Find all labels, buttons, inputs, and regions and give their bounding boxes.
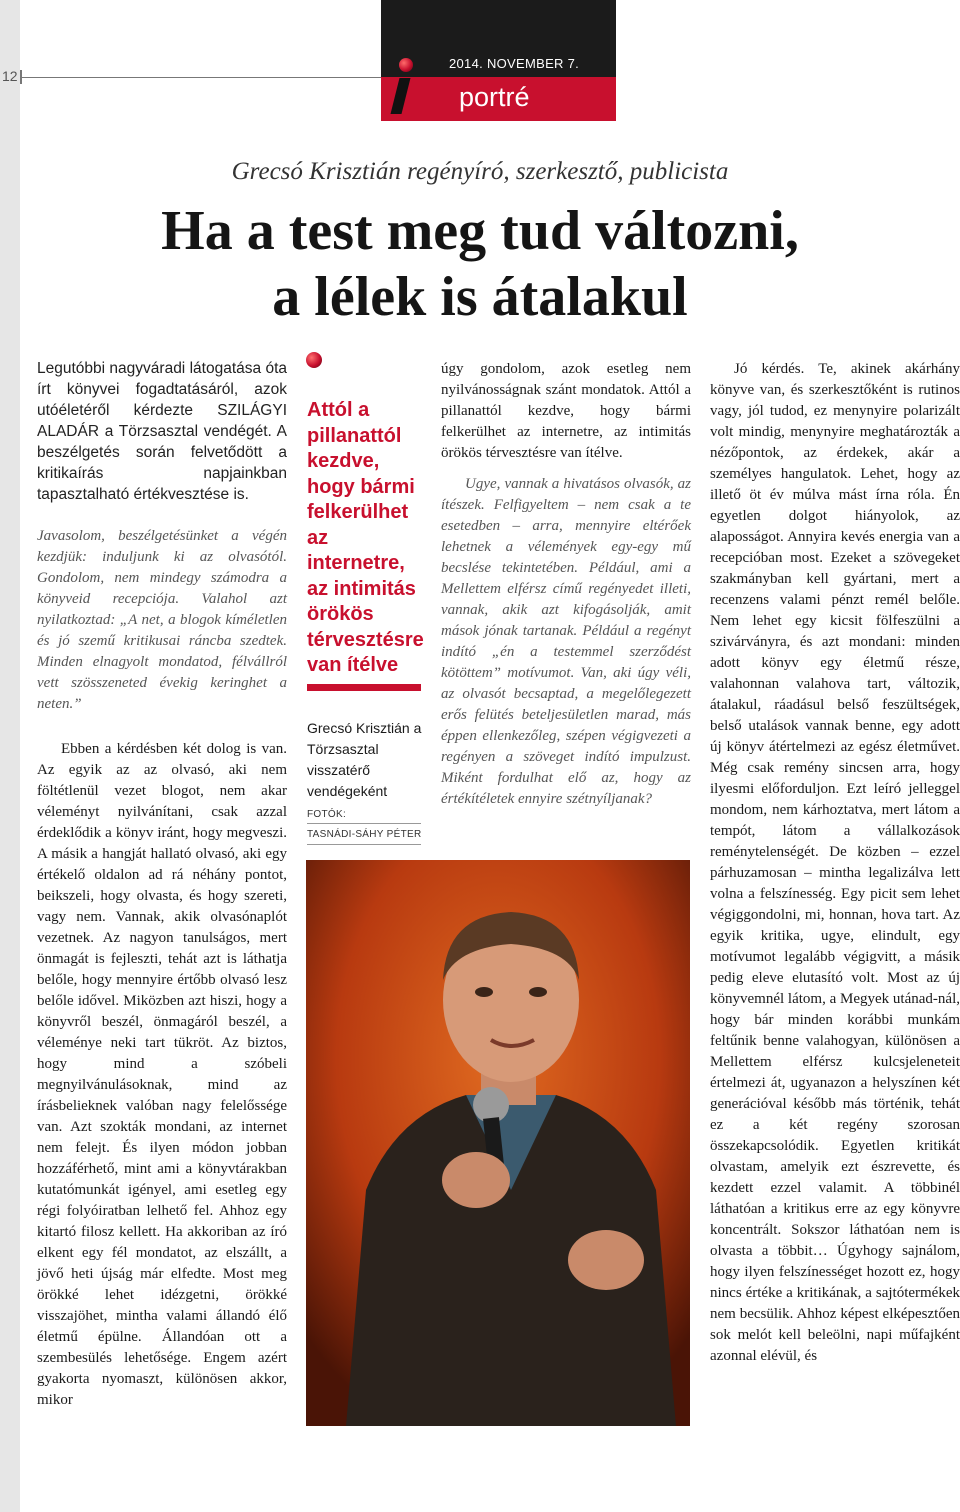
answer-paragraph: Ebben a kérdésben két dolog is van. Az egyik az az olvasó, aki nem föltétlenül vezet blogot, nem akar véleményt nyilvánítani, csak azzal érdeklődik a könyv iránt, hogy megveszi. A másik a hangját hallató olvasó, aki egy értékelő oldalon ad rá néhány pontot, beikszeli, hogy olvasta, és hogy szereti, vagy nem. Vannak, akik olvasónaplót vezetnek. Az nagyon tanulságos, mert önmagát is fejleszti, tehát azt is láthatja belőle, hogy mennyire értőbb olvasó lesz belőle idővel. Miközben azt hiszi, hogy a könyvről beszél, önmagáról beszél, a véleménye neki tart tükröt. Az biztos, hogy mind a szóbeli megnyilvánulásoknak, mind az írásbelieknek valóban nagy felelőssége van. Azt szokták mondani, az internet nem felejt. És ilyen módon jobban hozzáférhető, mint ami a könyvtárakban kutatómunkát igényel, ami esetleg egy régi folyóiratban lelhető fel. Ahhoz egy kitartó filosz kellett. Ha akkoriban az író elkent egy fél mondatot, az elszállt, a jövő heti újság már elfedte. Most meg örökké lehet idézgetni, örökké visszajöhet, mintha valami állandó élő életmű épülne. Állandóan ott a szembesülés lehetősége. Engem azért gyakorta nyomaszt, különösen akkor, mikor bbox=[37, 741, 287, 1408]
photo-caption: Grecsó Krisztián a Törzsasztal visszatérő vendégeként bbox=[307, 720, 422, 799]
section-header bbox=[381, 0, 616, 121]
credit-divider-bottom bbox=[307, 844, 421, 845]
column-3-body bbox=[441, 359, 691, 810]
photo-credit-name: TASNÁDI-SÁHY PÉTER bbox=[307, 829, 422, 840]
credit-divider-top bbox=[307, 823, 421, 824]
interview-question-1: Javasolom, beszélgetésünket a végén kezdjük: induljunk ki az olvasótól. Gondolom, nem mindegy számodra a könyveid recepciója. Valahol azt nyilatkoztad: „A net, a blogok kíméletlen és jó szemű kritikusai ráncba szedtek. Minden elnagyolt mondatod, félvállról vett szösszeneted évekig keringhet a neten.” bbox=[37, 528, 287, 712]
hand-right bbox=[568, 1230, 644, 1290]
page-number: 12 bbox=[2, 68, 18, 84]
speaker-illustration bbox=[306, 860, 690, 1426]
answer-paragraph-2: Jó kérdés. Te, akinek akárhány könyve van, és szerkesztőként is rutinos vagy, jól tudod, ez menynyire polarizált volt mindig, menynyire meghatározták a nézőpontok, az érdekek, akár a személyes hangulatok. Lehet, hogy az illető öt év múlva mást írna róla. Én egyetlen dolgot hiányolok, az alaposságot. Annyira kevés energia van a recepcióban most. Ezeket a szövegeket szakmányban kell gyártani, mert a recenzens valami pénzt remél belőle. Nem lehet egy kicsit fölfeszülni a szivárványra, és azt mondani: minden adott könyv egy életmű része, valahonnan valahova tart, változik, átalakul, ráadásul belső feszültségek, belső utalások vannak benne, egy adott új könyv átértelmezi az egész életművet. Még csak remény sincsen arra, hogy ilyesmi előforduljon. Ezt leíró jelleggel mondom, nem kárhoztatva, mert látom a tempót, látom a vállalkozások reménytelenségét. De közben – ezzel párhuzamosan – mintha legalizálva lett volna a felszínesség. Egy picit sem lehet végiggondolni, mi, honnan, hova tart. Az egyik kritika, ugye, elindult, egy motívumot legalább végigvitt, a másik pedig eleve elutasító volt. Most az új könyvemnél látom, a Megyek utánad-nál, hogy bár minden korábbi munkám feltűnik benne valahogyan, különösen a Mellettem elférsz kulcsjeleneteit értelmezi át, ugyanazon a helyszínen két generációval később más történik, tehát ez a két regény szorosan összekapcsolódik. Egyetlen kritikát olvastam, amelyik ezt észrevette, és kezdett ezzel valamit. A többinél láthatóan a kritikus erre az egy könyvre koncentrált. Sokszor láthatóan nem is olvasta a többit… Úgyhogy sajnálom, hogy ilyen felszínességet hozott ez, hogy nincs értéke a kritikának, a sajtótermékek nem becsülik. Ahhoz képest elképesztően sok melót kell beleölni, napi műfajként azonnal elévül, és bbox=[710, 361, 960, 1364]
hand-left bbox=[442, 1152, 510, 1208]
microphone-head bbox=[473, 1087, 509, 1123]
answer-continuation: úgy gondolom, azok esetleg nem nyilvánosságnak szánt mondatok. Attól a pillanattól kezdve, hogy bármi felkerülhet az internetre, az intimitás örökös térvesztésre van ítélve. bbox=[441, 361, 691, 461]
pull-quote: Attól a pillanattól kezdve, hogy bármi felkerülhet az internetre, az intimitás örökös térvesztésre van ítélve bbox=[307, 399, 424, 676]
issue-date: 2014. NOVEMBER 7. bbox=[449, 56, 580, 71]
photo-credit-label: FOTÓK: bbox=[307, 809, 347, 820]
interview-question-2: Ugye, vannak a hivatásos olvasók, az ítészek. Felfigyeltem – nem csak a te esetedben – arra, mennyire eltérőek lehetnek a vélemények egy-egy mű becslése tekintetében. Például, ami a Mellettem elférsz című regényedet illeti, vannak, akik azt kifogásolják, amit mások jónak tartanak. Például a regényt indító „én a testemmel szerződést kötöttem” motívumot. Van, aki úgy véli, az olvasót becsaptad, a megelőlegezett erős felütés beteljesületlen marad, más éppen ellenkezőleg, szépen végigvezeti a regényen a szöveget indító impulzust. Miként fordulhat elő az, hogy az értékítéletek ennyire szétnyíljanak? bbox=[441, 476, 691, 807]
pull-quote-bar bbox=[307, 684, 421, 691]
column-1-body bbox=[37, 739, 287, 1411]
header-rule bbox=[22, 77, 382, 78]
article-kicker: Grecsó Krisztián regényíró, szerkesztő, publicista bbox=[231, 158, 729, 185]
headline-line-2: a lélek is átalakul bbox=[272, 266, 688, 328]
column-4-body bbox=[710, 359, 960, 1367]
headline-line-1: Ha a test meg tud változni, bbox=[161, 200, 799, 262]
article-lead: Legutóbbi nagyváradi látogatása óta írt könyvei fogadtatásáról, azok utóéletéről kérdezte SZILÁGYI ALADÁR a Törzsasztal vendégét. A beszélgetés során felvetődött a kritikaírás napjainkban tapasztalható értékvesztése is. bbox=[37, 360, 287, 503]
portrait-photo bbox=[306, 860, 690, 1426]
article-headline bbox=[0, 198, 960, 330]
logo-dot-icon bbox=[399, 58, 413, 72]
pull-quote-dot-icon bbox=[306, 352, 322, 368]
section-title: portré bbox=[459, 82, 530, 112]
